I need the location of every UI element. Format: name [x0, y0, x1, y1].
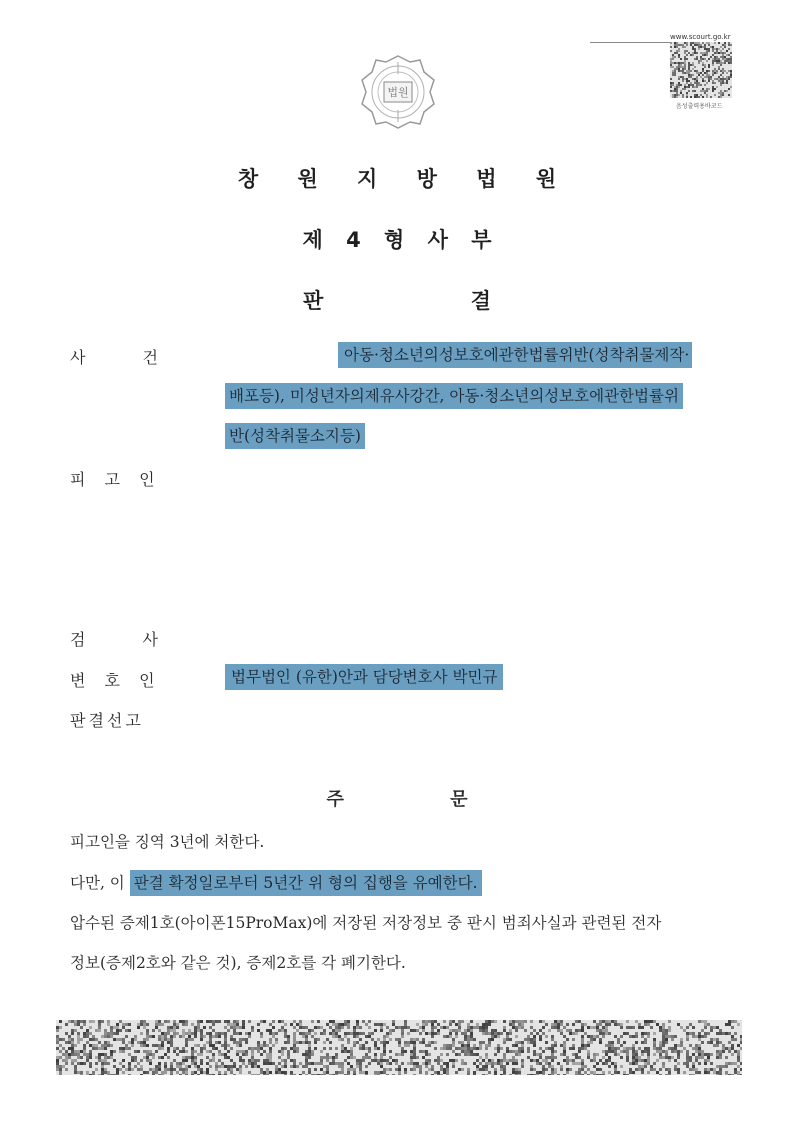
- order-line-4: 정보(증제2호와 같은 것), 증제2호를 각 폐기한다.: [70, 954, 406, 972]
- barcode-caption: 음성출력용바코드: [676, 103, 723, 110]
- order-line-2-highlight: 판결 확정일로부터 5년간 위 형의 집행을 유예한다.: [130, 870, 482, 896]
- order-line-2-prefix: 다만, 이: [70, 874, 130, 892]
- counsel-value-text: 법무법인 (유한)안과 담당변호사 박민규: [225, 664, 503, 690]
- court-seal-text: 법원: [387, 86, 409, 99]
- counsel-value: [225, 665, 503, 687]
- case-line-1: [338, 343, 692, 365]
- order-line-1: 피고인을 징역 3년에 처한다.: [70, 833, 265, 851]
- division-name: 제 4 형 사 부: [302, 228, 500, 252]
- bottom-barcode-icon: [56, 1020, 742, 1075]
- order-heading: 주 문: [326, 789, 518, 810]
- header-rule: [590, 42, 670, 43]
- prosecutor-label: 검 사: [70, 630, 158, 649]
- document-type: 판 결: [303, 289, 561, 313]
- case-line-2-text: 배포등), 미성년자의제유사강간, 아동·청소년의성보호에관한법률위: [225, 383, 683, 409]
- case-line-1-text: 아동·청소년의성보호에관한법률위반(성착취물제작·: [338, 342, 692, 368]
- case-line-3: [225, 424, 365, 446]
- court-name: 창 원 지 방 법 원: [237, 167, 573, 191]
- case-label: 사 건: [70, 348, 158, 367]
- case-line-3-text: 반(성착취물소지등): [225, 423, 365, 449]
- counsel-label: 변 호 인: [70, 671, 155, 690]
- order-line-3: 압수된 증제1호(아이폰15ProMax)에 저장된 저장정보 중 판시 범죄사실과 관련된 전자: [70, 914, 662, 932]
- verdict-date-label: 판결선고: [70, 711, 144, 730]
- defendant-label: 피 고 인: [70, 470, 155, 489]
- court-url: www.scourt.go.kr: [670, 33, 731, 41]
- barcode-icon: [670, 42, 732, 98]
- case-line-2: [225, 384, 683, 406]
- order-line-2: [70, 871, 482, 893]
